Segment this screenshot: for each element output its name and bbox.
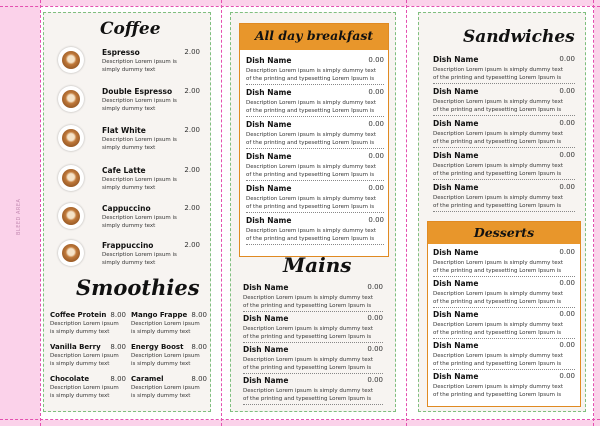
bleed-label: BLEED AREA [16, 198, 22, 235]
dish-desc: Description Lorem ipsum is simply dummy text of the printing and typesetting Lorem Ipsum is [433, 99, 563, 113]
dish-item [243, 314, 383, 344]
dish-divider [243, 373, 383, 374]
dish-price: 0.00 [559, 310, 575, 318]
item-name: Frappuccino [102, 241, 154, 250]
smoothie-item [50, 375, 126, 405]
dish-desc: Description Lorem ipsum is simply dummy text of the printing and typesetting Lorem Ipsum is [243, 357, 373, 371]
fold-guide [593, 0, 594, 426]
coffee-cup-icon [58, 165, 84, 191]
dish-desc: Description Lorem ipsum is simply dummy text of the printing and typesetting Lorem Ipsum is [433, 322, 563, 336]
item-name: Flat White [102, 126, 146, 135]
item-price: 2.00 [184, 87, 200, 95]
coffee-item [58, 165, 208, 201]
dish-price: 0.00 [559, 55, 575, 63]
dish-divider [433, 211, 575, 212]
item-name: Coffee Protein [50, 311, 107, 319]
dish-name: Dish Name [243, 376, 289, 385]
coffee-cup-icon [58, 86, 84, 112]
dish-price: 0.00 [368, 88, 384, 96]
smoothie-item [50, 343, 126, 373]
dish-name: Dish Name [246, 184, 292, 193]
dish-name: Dish Name [246, 56, 292, 65]
item-price: 2.00 [184, 48, 200, 56]
item-name: Mango Frappe [131, 311, 188, 319]
item-desc: Description Lorem ipsum is simply dummy text [102, 59, 177, 73]
dish-desc: Description Lorem ipsum is simply dummy text of the printing and typesetting Lorem Ipsum is [246, 132, 376, 146]
dish-divider [243, 404, 383, 405]
dish-divider [433, 147, 575, 148]
dish-name: Dish Name [243, 345, 289, 354]
item-desc: Description Lorem ipsum is simply dummy text [102, 98, 177, 112]
dish-item [433, 183, 575, 213]
dish-divider [433, 307, 575, 308]
item-price: 2.00 [184, 166, 200, 174]
bleed-right [594, 0, 600, 426]
item-desc: Description Lorem ipsum is simply dummy text [131, 353, 200, 367]
dish-desc: Description Lorem ipsum is simply dummy text of the printing and typesetting Lorem Ipsum is [246, 164, 376, 178]
smoothie-item [50, 311, 126, 341]
item-name: Chocolate [50, 375, 90, 383]
dish-name: Dish Name [433, 372, 479, 381]
panel-coffee [43, 12, 211, 412]
dish-item [433, 279, 575, 309]
dish-divider [246, 84, 384, 85]
desserts-title: Desserts [473, 225, 535, 240]
dish-item [246, 56, 384, 86]
item-price: 2.00 [184, 126, 200, 134]
dish-price: 0.00 [368, 184, 384, 192]
desserts-header [428, 222, 580, 244]
coffee-cup-icon [58, 125, 84, 151]
dish-desc: Description Lorem ipsum is simply dummy text of the printing and typesetting Lorem Ipsum is [433, 353, 563, 367]
smoothie-item [131, 343, 207, 373]
coffee-item [58, 203, 208, 239]
coffee-title: Coffee [100, 19, 161, 39]
smoothie-item [131, 375, 207, 405]
item-desc: Description Lorem ipsum is simply dummy text [102, 137, 177, 151]
dish-price: 0.00 [559, 151, 575, 159]
item-price: 8.00 [191, 311, 207, 319]
coffee-item [58, 47, 208, 83]
dish-price: 0.00 [559, 372, 575, 380]
mains-title: Mains [283, 253, 352, 277]
item-price: 8.00 [191, 343, 207, 351]
item-price: 2.00 [184, 204, 200, 212]
desserts-box [427, 221, 581, 407]
dish-divider [243, 342, 383, 343]
item-price: 8.00 [110, 311, 126, 319]
dish-item [433, 87, 575, 117]
dish-desc: Description Lorem ipsum is simply dummy text of the printing and typesetting Lorem Ipsum is [243, 326, 373, 340]
dish-name: Dish Name [246, 152, 292, 161]
item-price: 8.00 [110, 375, 126, 383]
dish-name: Dish Name [243, 283, 289, 292]
dish-desc: Description Lorem ipsum is simply dummy text of the printing and typesetting Lorem Ipsum is [243, 388, 373, 402]
item-name: Cafe Latte [102, 166, 146, 175]
dish-desc: Description Lorem ipsum is simply dummy text of the printing and typesetting Lorem Ipsum is [433, 260, 563, 274]
dish-divider [243, 311, 383, 312]
item-price: 8.00 [110, 343, 126, 351]
dish-desc: Description Lorem ipsum is simply dummy text of the printing and typesetting Lorem Ipsum is [433, 131, 563, 145]
dish-desc: Description Lorem ipsum is simply dummy text of the printing and typesetting Lorem Ipsum is [433, 67, 563, 81]
dish-name: Dish Name [433, 119, 479, 128]
dish-divider [246, 212, 384, 213]
dish-item [433, 55, 575, 85]
dish-desc: Description Lorem ipsum is simply dummy text of the printing and typesetting Lorem Ipsum is [433, 291, 563, 305]
dish-divider [246, 148, 384, 149]
dish-desc: Description Lorem ipsum is simply dummy text of the printing and typesetting Lorem Ipsum is [243, 295, 373, 309]
item-desc: Description Lorem ipsum is simply dummy text [102, 177, 177, 191]
dish-desc: Description Lorem ipsum is simply dummy text of the printing and typesetting Lorem Ipsum is [246, 68, 376, 82]
dish-name: Dish Name [433, 279, 479, 288]
fold-guide [406, 0, 407, 426]
dish-name: Dish Name [433, 151, 479, 160]
dish-name: Dish Name [243, 314, 289, 323]
dish-price: 0.00 [559, 341, 575, 349]
panel-breakfast-mains [230, 12, 396, 412]
item-name: Caramel [131, 375, 164, 383]
dish-price: 0.00 [559, 87, 575, 95]
fold-guide [40, 0, 41, 426]
dish-item [433, 151, 575, 181]
dish-item [243, 376, 383, 406]
dish-desc: Description Lorem ipsum is simply dummy text of the printing and typesetting Lorem Ipsum is [246, 228, 376, 242]
dish-price: 0.00 [368, 120, 384, 128]
item-desc: Description Lorem ipsum is simply dummy text [131, 385, 200, 399]
item-price: 8.00 [191, 375, 207, 383]
dish-item [433, 372, 575, 402]
dish-divider [433, 276, 575, 277]
dish-item [243, 345, 383, 375]
dish-divider [246, 180, 384, 181]
coffee-cup-icon [58, 47, 84, 73]
dish-name: Dish Name [246, 120, 292, 129]
item-name: Cappuccino [102, 204, 151, 213]
dish-price: 0.00 [559, 183, 575, 191]
dish-desc: Description Lorem ipsum is simply dummy text of the printing and typesetting Lorem Ipsum is [246, 196, 376, 210]
dish-item [246, 184, 384, 214]
dish-name: Dish Name [433, 341, 479, 350]
trim-guide [0, 419, 600, 420]
dish-name: Dish Name [246, 88, 292, 97]
dish-item [433, 310, 575, 340]
dish-desc: Description Lorem ipsum is simply dummy text of the printing and typesetting Lorem Ipsum is [433, 195, 563, 209]
breakfast-title: All day breakfast [254, 28, 374, 43]
panel-sandwiches-desserts [418, 12, 586, 412]
coffee-item [58, 86, 208, 122]
dish-divider [433, 338, 575, 339]
trim-guide [0, 6, 600, 7]
item-name: Espresso [102, 48, 140, 57]
dish-price: 0.00 [368, 56, 384, 64]
item-desc: Description Lorem ipsum is simply dummy text [50, 321, 119, 335]
dish-item [433, 248, 575, 278]
item-desc: Description Lorem ipsum is simply dummy text [102, 252, 177, 266]
item-name: Double Espresso [102, 87, 173, 96]
dish-divider [433, 83, 575, 84]
coffee-item [58, 240, 208, 276]
dish-item [433, 341, 575, 371]
smoothies-title: Smoothies [76, 275, 200, 300]
dish-price: 0.00 [368, 152, 384, 160]
fold-guide [221, 0, 222, 426]
item-desc: Description Lorem ipsum is simply dummy text [102, 215, 177, 229]
dish-name: Dish Name [433, 248, 479, 257]
dish-item [433, 119, 575, 149]
dish-price: 0.00 [559, 248, 575, 256]
dish-divider [433, 179, 575, 180]
coffee-cup-icon [58, 240, 84, 266]
breakfast-header [240, 24, 388, 50]
dish-item [246, 152, 384, 182]
coffee-item [58, 125, 208, 161]
dish-name: Dish Name [433, 310, 479, 319]
dish-item [246, 216, 384, 246]
sandwiches-title: Sandwiches [463, 27, 575, 47]
coffee-cup-icon [58, 203, 84, 229]
item-desc: Description Lorem ipsum is simply dummy text [131, 321, 200, 335]
dish-price: 0.00 [559, 279, 575, 287]
bleed-bottom [0, 420, 600, 426]
dish-price: 0.00 [368, 216, 384, 224]
dish-price: 0.00 [367, 283, 383, 291]
item-desc: Description Lorem ipsum is simply dummy text [50, 353, 119, 367]
dish-name: Dish Name [433, 87, 479, 96]
dish-price: 0.00 [367, 376, 383, 384]
dish-desc: Description Lorem ipsum is simply dummy text of the printing and typesetting Lorem Ipsum is [433, 163, 563, 177]
item-name: Vanilla Berry [50, 343, 101, 351]
item-price: 2.00 [184, 241, 200, 249]
breakfast-box [239, 23, 389, 257]
dish-divider [433, 369, 575, 370]
item-name: Energy Boost [131, 343, 184, 351]
smoothie-item [131, 311, 207, 341]
item-desc: Description Lorem ipsum is simply dummy text [50, 385, 119, 399]
dish-price: 0.00 [367, 314, 383, 322]
dish-name: Dish Name [433, 183, 479, 192]
dish-item [246, 120, 384, 150]
dish-price: 0.00 [367, 345, 383, 353]
dish-item [243, 283, 383, 313]
dish-divider [433, 115, 575, 116]
dish-divider [246, 116, 384, 117]
dish-price: 0.00 [559, 119, 575, 127]
dish-divider [246, 244, 384, 245]
dish-item [246, 88, 384, 118]
dish-name: Dish Name [433, 55, 479, 64]
dish-desc: Description Lorem ipsum is simply dummy text of the printing and typesetting Lorem Ipsum is [433, 384, 563, 398]
dish-name: Dish Name [246, 216, 292, 225]
dish-desc: Description Lorem ipsum is simply dummy text of the printing and typesetting Lorem Ipsum is [246, 100, 376, 114]
